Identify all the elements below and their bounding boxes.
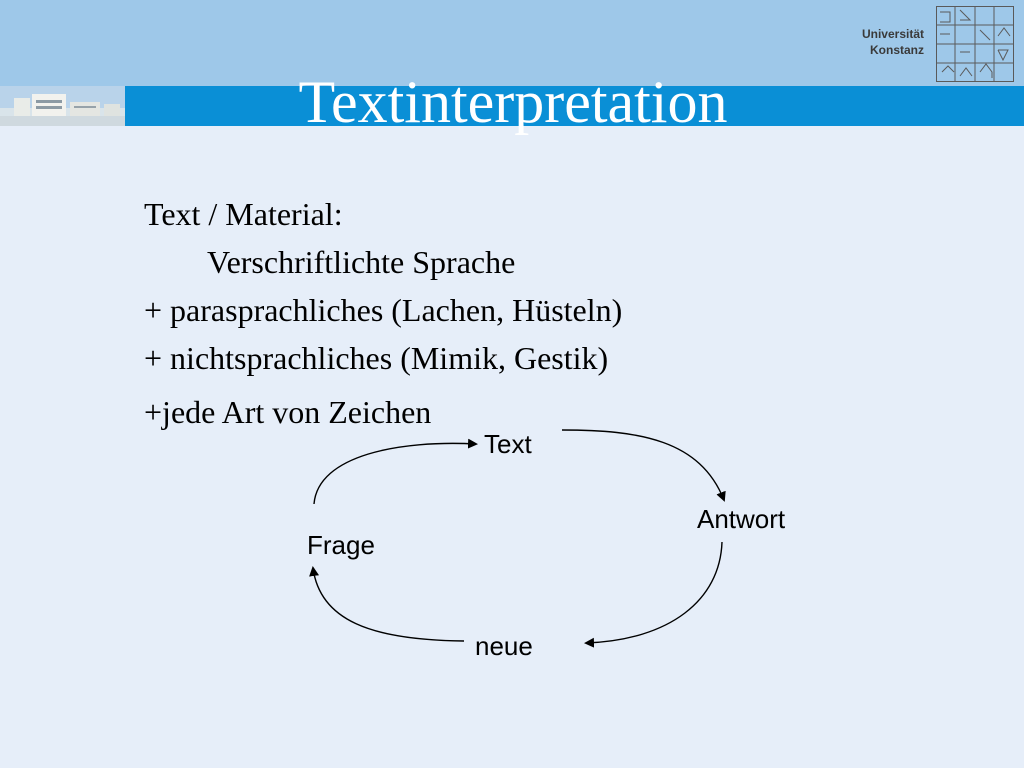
content-line-written-language: Verschriftlichte Sprache xyxy=(207,244,516,280)
content-line-nonverbal: + nichtsprachliches (Mimik, Gestik) xyxy=(144,340,609,376)
content-text xyxy=(144,190,622,436)
content-line-signs: +jede Art von Zeichen xyxy=(144,394,432,430)
slide-title: Textinterpretation xyxy=(298,69,728,135)
arrow-neue-to-frage xyxy=(313,568,464,641)
arrow-antwort-to-neue xyxy=(586,542,722,643)
university-logo-icon xyxy=(936,6,1014,82)
logo-line-2: Konstanz xyxy=(870,43,924,57)
node-text: Text xyxy=(484,429,532,459)
university-logo-text xyxy=(862,26,924,58)
logo-line-1: Universität xyxy=(861,27,924,41)
content-line-heading: Text / Material: xyxy=(144,196,343,232)
content-line-paralinguistic: + parasprachliches (Lachen, Hüsteln) xyxy=(144,292,623,328)
arrow-text-to-antwort xyxy=(562,430,724,500)
node-frage: Frage xyxy=(307,530,375,560)
node-antwort: Antwort xyxy=(697,504,786,534)
arrow-frage-to-text xyxy=(314,443,476,504)
node-neue: neue xyxy=(475,631,533,661)
